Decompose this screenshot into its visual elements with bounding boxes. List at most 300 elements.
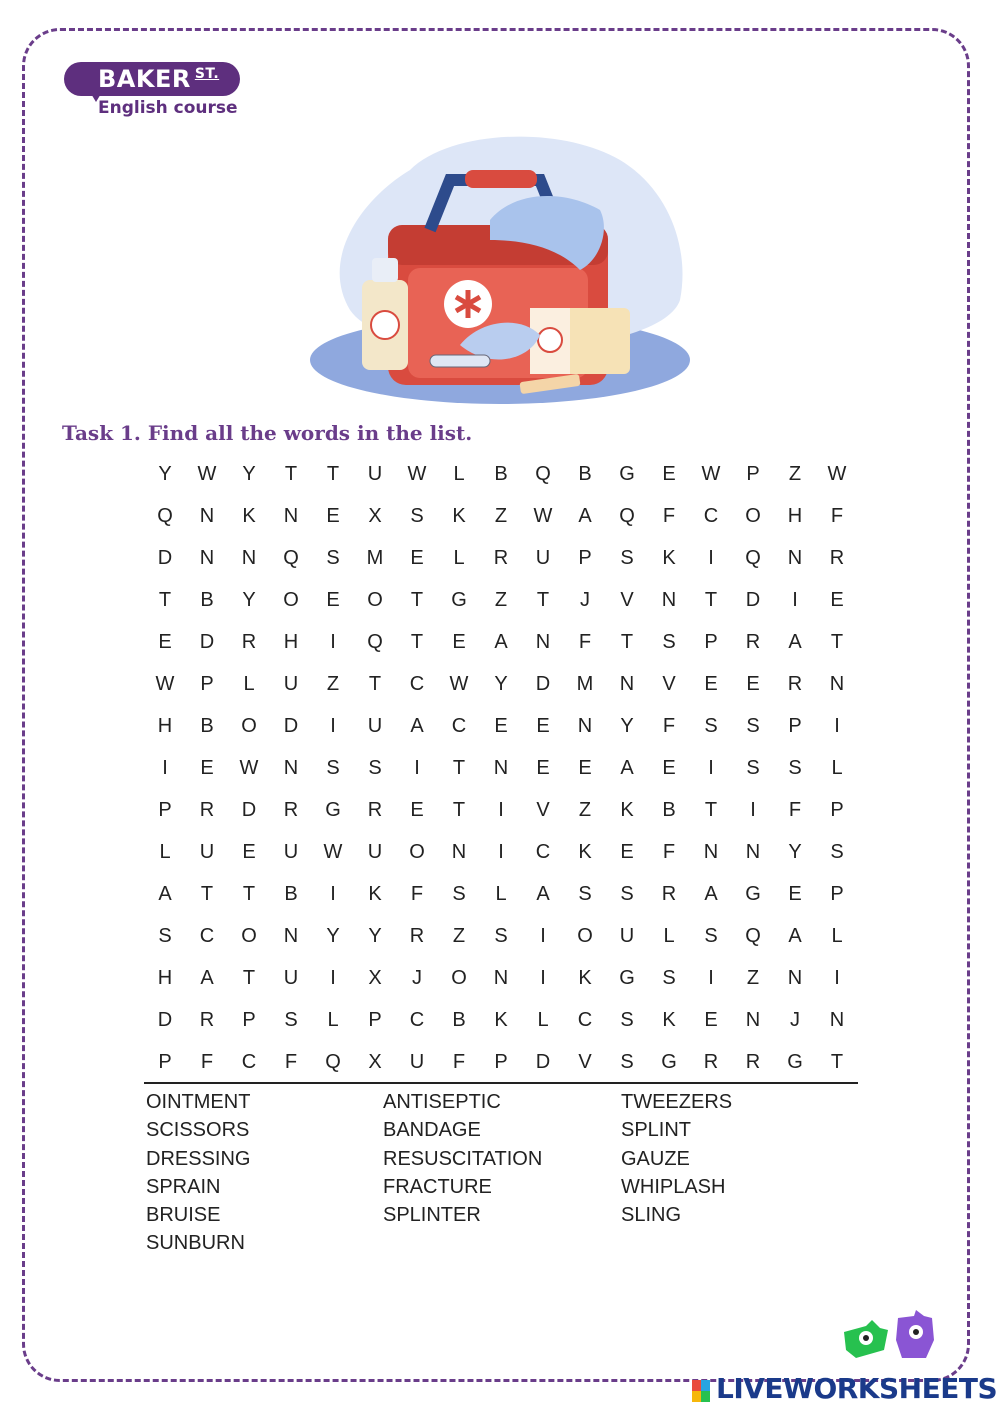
grid-cell[interactable]: Y — [620, 715, 634, 737]
grid-cell[interactable]: N — [283, 925, 299, 947]
grid-cell[interactable]: R — [703, 1051, 719, 1073]
grid-divider — [144, 1082, 858, 1084]
grid-cell[interactable]: K — [452, 505, 466, 527]
grid-cell[interactable]: S — [620, 1051, 634, 1073]
grid-cell[interactable]: F — [410, 883, 424, 905]
grid-cell[interactable]: E — [326, 589, 340, 611]
grid-cell[interactable]: T — [284, 463, 298, 485]
grid-cell[interactable]: F — [662, 841, 676, 863]
grid-cell[interactable]: B — [494, 463, 508, 485]
grid-cell[interactable]: S — [578, 883, 592, 905]
grid-cell[interactable]: U — [409, 1051, 425, 1073]
grid-cell[interactable]: F — [662, 715, 676, 737]
grid-cell[interactable]: J — [412, 967, 422, 989]
grid-cell[interactable]: N — [619, 673, 635, 695]
grid-cell[interactable]: S — [620, 1009, 634, 1031]
grid-cell[interactable]: O — [283, 589, 299, 611]
grid-cell[interactable]: S — [326, 757, 340, 779]
grid-row — [144, 665, 858, 707]
grid-cell[interactable]: V — [662, 673, 676, 695]
grid-row — [144, 833, 858, 875]
word-list-item: TWEEZERS — [621, 1091, 733, 1113]
word-list-column — [383, 1088, 623, 1229]
task-title: Task 1. Find all the words in the list. — [62, 421, 473, 445]
grid-cell[interactable]: T — [830, 1051, 844, 1073]
grid-cell[interactable]: I — [540, 925, 546, 947]
liveworksheets-badge-icon — [692, 1380, 710, 1402]
grid-cell[interactable]: O — [451, 967, 467, 989]
grid-cell[interactable]: E — [620, 841, 634, 863]
word-list-item: SLING — [621, 1204, 682, 1227]
grid-row — [144, 707, 858, 749]
logo-title: BAKER — [98, 65, 191, 93]
grid-cell[interactable]: R — [661, 883, 677, 905]
grid-cell[interactable]: H — [283, 631, 299, 653]
grid-cell[interactable]: B — [662, 799, 676, 821]
word-list-item: BANDAGE — [383, 1119, 481, 1142]
grid-cell[interactable]: P — [578, 547, 592, 569]
grid-cell[interactable]: P — [788, 715, 802, 737]
logo-subtitle: English course — [98, 98, 238, 118]
grid-cell[interactable]: I — [330, 883, 336, 905]
word-list-item: SPRAIN — [146, 1175, 221, 1198]
grid-cell[interactable]: D — [157, 1009, 173, 1031]
grid-cell[interactable]: E — [704, 673, 718, 695]
grid-cell[interactable]: U — [619, 925, 635, 947]
grid-cell[interactable]: S — [494, 925, 508, 947]
grid-cell[interactable]: E — [536, 757, 550, 779]
grid-cell[interactable]: Y — [242, 463, 256, 485]
grid-cell[interactable]: N — [745, 841, 761, 863]
word-search-grid — [144, 455, 858, 1085]
grid-cell[interactable]: L — [663, 925, 675, 947]
grid-cell[interactable]: R — [241, 631, 257, 653]
grid-cell[interactable]: T — [368, 673, 382, 695]
grid-cell[interactable]: T — [452, 799, 466, 821]
grid-cell[interactable]: A — [536, 883, 550, 905]
grid-cell[interactable]: A — [494, 631, 508, 653]
grid-cell[interactable]: D — [283, 715, 299, 737]
grid-cell[interactable]: C — [199, 925, 215, 947]
grid-cell[interactable]: O — [241, 925, 257, 947]
grid-cell[interactable]: C — [703, 505, 719, 527]
grid-cell[interactable]: I — [708, 547, 714, 569]
grid-cell[interactable]: C — [451, 715, 467, 737]
grid-cell[interactable]: S — [410, 505, 424, 527]
logo-badge — [64, 62, 240, 96]
grid-cell[interactable]: S — [830, 841, 844, 863]
grid-cell[interactable]: P — [200, 673, 214, 695]
grid-cell[interactable]: J — [790, 1009, 800, 1031]
grid-cell[interactable]: N — [745, 1009, 761, 1031]
grid-cell[interactable]: E — [326, 505, 340, 527]
grid-cell[interactable]: X — [368, 967, 382, 989]
grid-cell[interactable]: T — [536, 589, 550, 611]
grid-cell[interactable]: O — [367, 589, 383, 611]
grid-cell[interactable]: Z — [452, 925, 466, 947]
grid-cell[interactable]: T — [704, 799, 718, 821]
grid-cell[interactable]: F — [788, 799, 802, 821]
grid-cell[interactable]: S — [788, 757, 802, 779]
grid-cell[interactable]: Z — [326, 673, 340, 695]
grid-cell[interactable]: T — [200, 883, 214, 905]
grid-cell[interactable]: N — [241, 547, 257, 569]
grid-cell[interactable]: A — [578, 505, 592, 527]
word-list-column — [146, 1088, 386, 1258]
grid-cell[interactable]: N — [199, 547, 215, 569]
grid-cell[interactable]: D — [535, 1051, 551, 1073]
grid-cell[interactable]: I — [708, 967, 714, 989]
grid-cell[interactable]: N — [577, 715, 593, 737]
grid-cell[interactable]: Q — [745, 925, 761, 947]
grid-cell[interactable]: S — [620, 547, 634, 569]
grid-cell[interactable]: L — [453, 463, 465, 485]
grid-cell[interactable]: P — [494, 1051, 508, 1073]
grid-cell[interactable]: E — [410, 799, 424, 821]
grid-cell[interactable]: S — [746, 715, 760, 737]
grid-cell[interactable]: Y — [158, 463, 172, 485]
grid-cell[interactable]: R — [829, 547, 845, 569]
grid-cell[interactable]: E — [830, 589, 844, 611]
grid-cell[interactable]: D — [241, 799, 257, 821]
grid-row — [144, 875, 858, 917]
grid-cell[interactable]: L — [243, 673, 255, 695]
grid-cell[interactable]: S — [662, 967, 676, 989]
grid-cell[interactable]: D — [199, 631, 215, 653]
grid-cell[interactable]: U — [283, 967, 299, 989]
grid-cell[interactable]: F — [284, 1051, 298, 1073]
word-list-item: SUNBURN — [146, 1232, 245, 1255]
grid-cell[interactable]: N — [829, 673, 845, 695]
word-list-item: SPLINTER — [383, 1204, 481, 1227]
grid-cell[interactable]: T — [326, 463, 340, 485]
grid-cell[interactable]: B — [200, 589, 214, 611]
baker-st-logo — [64, 62, 240, 118]
grid-cell[interactable]: F — [578, 631, 592, 653]
grid-cell[interactable]: P — [158, 1051, 172, 1073]
grid-cell[interactable]: O — [745, 505, 761, 527]
grid-cell[interactable]: T — [620, 631, 634, 653]
grid-cell[interactable]: P — [158, 799, 172, 821]
grid-cell[interactable]: S — [452, 883, 466, 905]
grid-cell[interactable]: X — [368, 1051, 382, 1073]
grid-cell[interactable]: A — [620, 757, 634, 779]
grid-cell[interactable]: F — [830, 505, 844, 527]
grid-cell[interactable]: Y — [368, 925, 382, 947]
first-aid-kit-illustration — [300, 130, 700, 420]
grid-cell[interactable]: N — [451, 841, 467, 863]
grid-cell[interactable]: R — [199, 799, 215, 821]
grid-cell[interactable]: K — [242, 505, 256, 527]
grid-cell[interactable]: S — [662, 631, 676, 653]
grid-cell[interactable]: G — [661, 1051, 677, 1073]
grid-cell[interactable]: R — [493, 547, 509, 569]
grid-cell[interactable]: Q — [367, 631, 383, 653]
grid-cell[interactable]: R — [199, 1009, 215, 1031]
grid-cell[interactable]: Z — [494, 505, 508, 527]
grid-cell[interactable]: L — [327, 1009, 339, 1031]
grid-cell[interactable]: I — [750, 799, 756, 821]
grid-cell[interactable]: P — [242, 1009, 256, 1031]
grid-cell[interactable]: V — [620, 589, 634, 611]
grid-cell[interactable]: H — [787, 505, 803, 527]
grid-cell[interactable]: N — [787, 547, 803, 569]
grid-cell[interactable]: E — [242, 841, 256, 863]
grid-cell[interactable]: W — [449, 673, 469, 695]
grid-cell[interactable]: U — [535, 547, 551, 569]
grid-cell[interactable]: T — [704, 589, 718, 611]
grid-row — [144, 539, 858, 581]
grid-cell[interactable]: W — [407, 463, 427, 485]
word-list-item: WHIPLASH — [621, 1175, 726, 1198]
grid-cell[interactable]: H — [157, 967, 173, 989]
grid-cell[interactable]: W — [155, 673, 175, 695]
grid-cell[interactable]: T — [242, 883, 256, 905]
grid-cell[interactable]: C — [577, 1009, 593, 1031]
grid-cell[interactable]: E — [704, 1009, 718, 1031]
grid-cell[interactable]: W — [533, 505, 553, 527]
grid-cell[interactable]: I — [834, 715, 840, 737]
grid-cell[interactable]: A — [410, 715, 424, 737]
grid-cell[interactable]: Z — [578, 799, 592, 821]
grid-cell[interactable]: L — [537, 1009, 549, 1031]
liveworksheets-footer — [692, 1372, 997, 1405]
grid-cell[interactable]: X — [368, 505, 382, 527]
grid-cell[interactable]: I — [330, 631, 336, 653]
grid-cell[interactable]: Z — [746, 967, 760, 989]
grid-cell[interactable]: B — [578, 463, 592, 485]
grid-cell[interactable]: E — [158, 631, 172, 653]
grid-cell[interactable]: Y — [788, 841, 802, 863]
grid-cell[interactable]: J — [580, 589, 590, 611]
grid-cell[interactable]: S — [620, 883, 634, 905]
grid-cell[interactable]: L — [159, 841, 171, 863]
grid-cell[interactable]: A — [704, 883, 718, 905]
grid-cell[interactable]: E — [746, 673, 760, 695]
grid-cell[interactable]: T — [830, 631, 844, 653]
grid-cell[interactable]: I — [834, 967, 840, 989]
grid-cell[interactable]: D — [745, 589, 761, 611]
grid-cell[interactable]: V — [536, 799, 550, 821]
grid-cell[interactable]: M — [366, 547, 384, 569]
grid-cell[interactable]: E — [662, 757, 676, 779]
grid-row — [144, 623, 858, 665]
grid-cell[interactable]: K — [494, 1009, 508, 1031]
grid-cell[interactable]: Q — [283, 547, 299, 569]
grid-cell[interactable]: G — [619, 967, 635, 989]
grid-cell[interactable]: N — [283, 757, 299, 779]
grid-cell[interactable]: D — [535, 673, 551, 695]
grid-row — [144, 959, 858, 1001]
grid-cell[interactable]: T — [242, 967, 256, 989]
grid-cell[interactable]: V — [578, 1051, 592, 1073]
grid-cell[interactable]: L — [831, 757, 843, 779]
grid-cell[interactable]: G — [325, 799, 341, 821]
grid-cell[interactable]: T — [410, 631, 424, 653]
grid-row — [144, 581, 858, 623]
word-list-item: FRACTURE — [383, 1175, 492, 1198]
grid-cell[interactable]: G — [451, 589, 467, 611]
grid-cell[interactable]: N — [493, 757, 509, 779]
grid-cell[interactable]: T — [158, 589, 172, 611]
grid-cell[interactable]: S — [704, 925, 718, 947]
grid-cell[interactable]: L — [831, 925, 843, 947]
grid-cell[interactable]: N — [829, 1009, 845, 1031]
grid-cell[interactable]: E — [200, 757, 214, 779]
grid-row — [144, 791, 858, 833]
word-list-item: RESUSCITATION — [383, 1147, 543, 1170]
grid-cell[interactable]: E — [578, 757, 592, 779]
grid-cell[interactable]: A — [788, 631, 802, 653]
liveworksheets-brand: LIVEWORKSHEETS — [716, 1372, 998, 1405]
grid-cell[interactable]: Z — [494, 589, 508, 611]
grid-cell[interactable]: W — [239, 757, 259, 779]
grid-cell[interactable]: G — [787, 1051, 803, 1073]
grid-cell[interactable]: U — [283, 841, 299, 863]
grid-cell[interactable]: S — [158, 925, 172, 947]
grid-cell[interactable]: Q — [325, 1051, 341, 1073]
grid-cell[interactable]: A — [158, 883, 172, 905]
grid-cell[interactable]: C — [535, 841, 551, 863]
grid-cell[interactable]: O — [409, 841, 425, 863]
grid-cell[interactable]: I — [540, 967, 546, 989]
grid-cell[interactable]: K — [662, 1009, 676, 1031]
grid-cell[interactable]: K — [620, 799, 634, 821]
grid-cell[interactable]: I — [708, 757, 714, 779]
grid-cell[interactable]: I — [792, 589, 798, 611]
word-list-item: OINTMENT — [146, 1091, 251, 1113]
grid-cell[interactable]: Q — [535, 463, 551, 485]
grid-cell[interactable]: D — [157, 547, 173, 569]
grid-cell[interactable]: I — [498, 799, 504, 821]
word-list-column — [621, 1088, 861, 1229]
grid-cell[interactable]: B — [452, 1009, 466, 1031]
word-list-item: DRESSING — [146, 1147, 251, 1170]
grid-cell[interactable]: E — [410, 547, 424, 569]
grid-cell[interactable]: U — [367, 463, 383, 485]
grid-cell[interactable]: S — [368, 757, 382, 779]
grid-cell[interactable]: E — [662, 463, 676, 485]
grid-cell[interactable]: E — [494, 715, 508, 737]
grid-row — [144, 497, 858, 539]
grid-cell[interactable]: T — [452, 757, 466, 779]
word-list-item: BRUISE — [146, 1204, 221, 1227]
grid-cell[interactable]: Q — [745, 547, 761, 569]
grid-cell[interactable]: F — [662, 505, 676, 527]
grid-cell[interactable]: A — [200, 967, 214, 989]
grid-cell[interactable]: W — [827, 463, 847, 485]
mascots-illustration — [836, 1310, 946, 1370]
grid-cell[interactable]: I — [414, 757, 420, 779]
word-list-item: SPLINT — [621, 1119, 692, 1142]
logo-title-suffix: ST. — [194, 66, 220, 82]
grid-cell[interactable]: P — [746, 463, 760, 485]
grid-cell[interactable]: E — [536, 715, 550, 737]
grid-cell[interactable]: W — [323, 841, 343, 863]
grid-cell[interactable]: F — [452, 1051, 466, 1073]
grid-cell[interactable]: K — [368, 883, 382, 905]
grid-cell[interactable]: A — [788, 925, 802, 947]
grid-cell[interactable]: H — [157, 715, 173, 737]
grid-cell[interactable]: S — [704, 715, 718, 737]
grid-cell[interactable]: B — [284, 883, 298, 905]
grid-cell[interactable]: C — [409, 1009, 425, 1031]
grid-cell[interactable]: O — [577, 925, 593, 947]
grid-cell[interactable]: P — [830, 799, 844, 821]
grid-cell[interactable]: Y — [326, 925, 340, 947]
grid-cell[interactable]: L — [453, 547, 465, 569]
grid-cell[interactable]: T — [410, 589, 424, 611]
grid-cell[interactable]: N — [199, 505, 215, 527]
grid-cell[interactable]: Q — [157, 505, 173, 527]
grid-cell[interactable]: U — [199, 841, 215, 863]
grid-cell[interactable]: Y — [494, 673, 508, 695]
grid-cell[interactable]: I — [498, 841, 504, 863]
grid-cell[interactable]: N — [535, 631, 551, 653]
grid-cell[interactable]: C — [409, 673, 425, 695]
grid-cell[interactable]: F — [200, 1051, 214, 1073]
grid-cell[interactable]: I — [162, 757, 168, 779]
grid-cell[interactable]: I — [330, 715, 336, 737]
grid-cell[interactable]: K — [578, 841, 592, 863]
grid-cell[interactable]: R — [409, 925, 425, 947]
grid-cell[interactable]: R — [283, 799, 299, 821]
grid-cell[interactable]: B — [200, 715, 214, 737]
grid-cell[interactable]: O — [241, 715, 257, 737]
grid-cell[interactable]: N — [703, 841, 719, 863]
grid-cell[interactable]: I — [330, 967, 336, 989]
grid-row — [144, 1043, 858, 1085]
grid-cell[interactable]: G — [745, 883, 761, 905]
word-list-item: GAUZE — [621, 1147, 690, 1170]
grid-cell[interactable]: U — [283, 673, 299, 695]
grid-cell[interactable]: G — [619, 463, 635, 485]
grid-cell[interactable]: U — [367, 841, 383, 863]
grid-cell[interactable]: L — [495, 883, 507, 905]
grid-cell[interactable]: N — [283, 505, 299, 527]
grid-cell[interactable]: P — [368, 1009, 382, 1031]
grid-cell[interactable]: N — [787, 967, 803, 989]
grid-cell[interactable]: W — [701, 463, 721, 485]
grid-row — [144, 917, 858, 959]
grid-cell[interactable]: W — [197, 463, 217, 485]
grid-cell[interactable]: N — [493, 967, 509, 989]
grid-cell[interactable]: N — [661, 589, 677, 611]
grid-cell[interactable]: Q — [619, 505, 635, 527]
grid-cell[interactable]: S — [284, 1009, 298, 1031]
grid-cell[interactable]: K — [662, 547, 676, 569]
grid-cell[interactable]: E — [452, 631, 466, 653]
grid-cell[interactable]: M — [576, 673, 594, 695]
grid-cell[interactable]: P — [704, 631, 718, 653]
grid-row — [144, 1001, 858, 1043]
grid-cell[interactable]: S — [326, 547, 340, 569]
grid-cell[interactable]: U — [367, 715, 383, 737]
grid-cell[interactable]: R — [745, 631, 761, 653]
grid-cell[interactable]: Z — [788, 463, 802, 485]
grid-cell[interactable]: R — [787, 673, 803, 695]
grid-cell[interactable]: R — [367, 799, 383, 821]
word-list-item: ANTISEPTIC — [383, 1091, 501, 1113]
grid-cell[interactable]: R — [745, 1051, 761, 1073]
grid-cell[interactable]: Y — [242, 589, 256, 611]
grid-cell[interactable]: E — [788, 883, 802, 905]
grid-cell[interactable]: S — [746, 757, 760, 779]
grid-cell[interactable]: C — [241, 1051, 257, 1073]
word-list-item: SCISSORS — [146, 1119, 250, 1142]
grid-cell[interactable]: K — [578, 967, 592, 989]
grid-cell[interactable]: P — [830, 883, 844, 905]
